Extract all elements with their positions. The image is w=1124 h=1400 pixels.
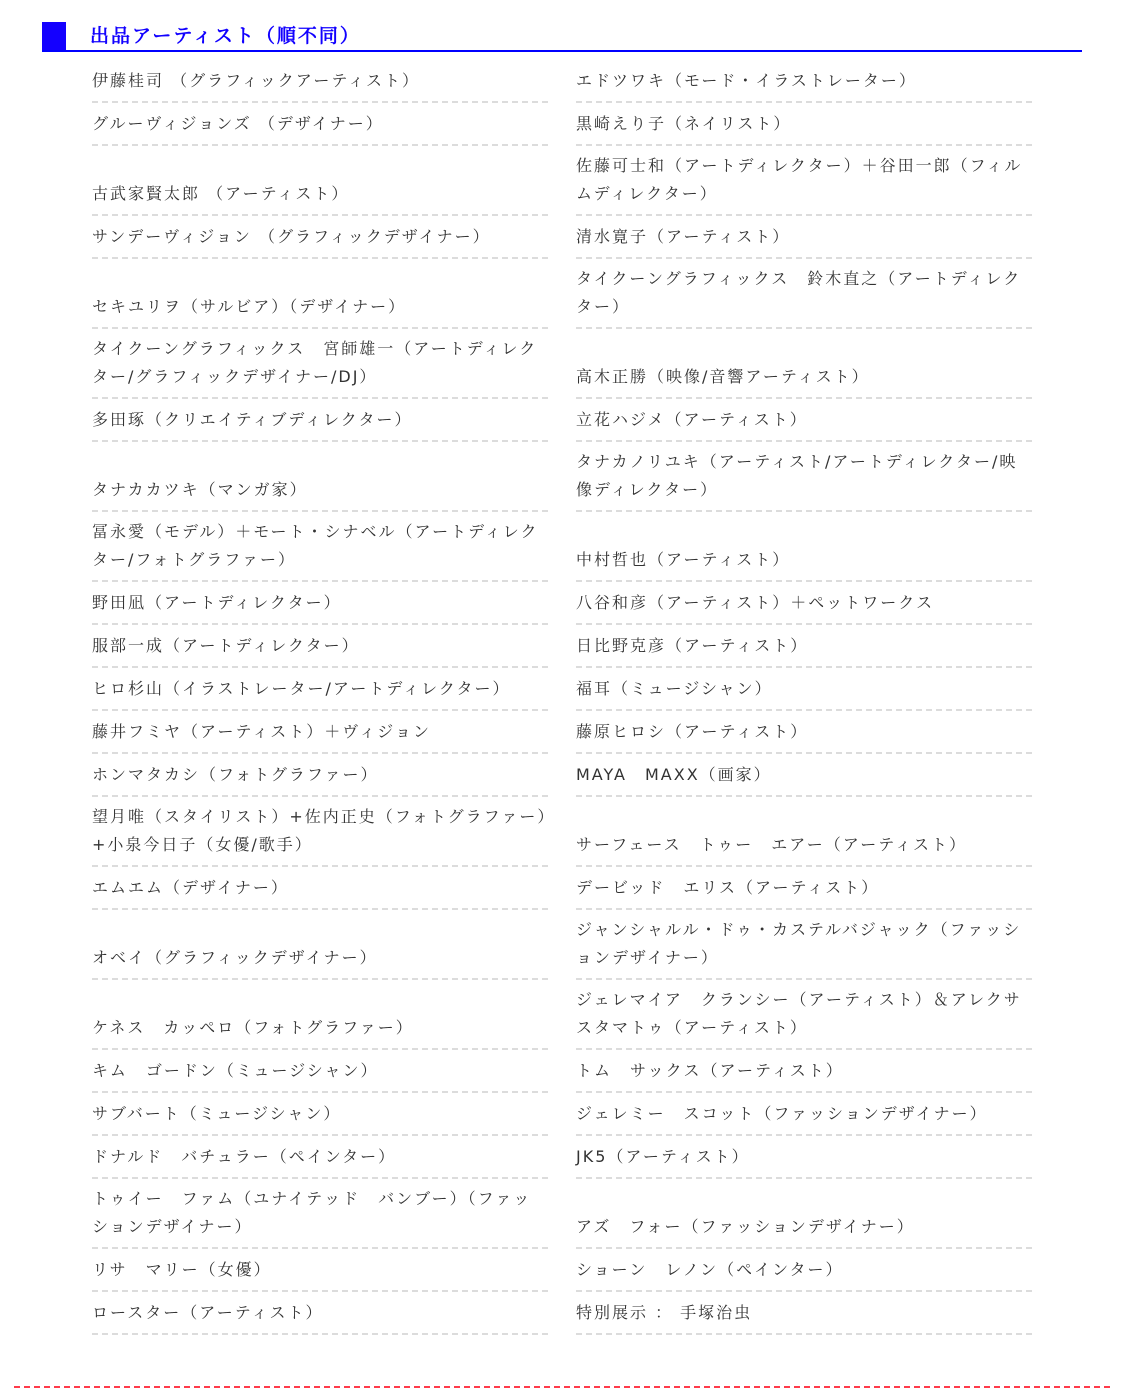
artist-item-left — [92, 625, 548, 668]
artist-name: 古武家賢太郎 （アーティスト） — [92, 184, 350, 203]
artist-item-right — [576, 146, 1032, 216]
artist-item-left — [92, 980, 548, 1050]
artist-name: JK5（アーティスト） — [576, 1147, 750, 1166]
artist-name: 特別展示 ： 手塚治虫 — [576, 1303, 753, 1322]
artist-name: セキユリヲ（サルビア）（デザイナー） — [92, 297, 407, 316]
section-header — [42, 20, 1082, 52]
artist-name: グルーヴィジョンズ （デザイナー） — [92, 114, 384, 133]
artist-name: タイクーングラフィックス 鈴木直之（アートディレクター） — [576, 269, 1022, 316]
artist-item-right — [576, 867, 1032, 910]
artist-item-left — [92, 146, 548, 216]
artist-item-right — [576, 1249, 1032, 1292]
artist-name: リサ マリー（女優） — [92, 1260, 272, 1279]
artist-item-right — [576, 797, 1032, 867]
artist-name: ケネス カッペロ（フォトグラファー） — [92, 1018, 414, 1037]
artist-item-left — [92, 1136, 548, 1179]
artist-item-right — [576, 1093, 1032, 1136]
artist-item-left — [92, 668, 548, 711]
artist-item-right — [576, 442, 1032, 512]
artist-name: タナカカツキ（マンガ家） — [92, 480, 308, 499]
artist-item-left — [92, 329, 548, 399]
artist-name: 八谷和彦（アーティスト）＋ペットワークス — [576, 593, 935, 612]
footer-divider — [14, 1386, 1110, 1388]
artist-name: タナカノリユキ（アーティスト/アートディレクター/映像ディレクター） — [576, 452, 1018, 499]
artist-item-left — [92, 216, 548, 259]
header-marker — [42, 22, 66, 50]
artist-name: オベイ（グラフィックデザイナー） — [92, 948, 378, 967]
artist-item-right — [576, 1136, 1032, 1179]
artist-name: 望月唯（スタイリスト）+佐内正史（フォトグラファー）+小泉今日子（女優/歌手） — [92, 807, 548, 854]
artist-name: 中村哲也（アーティスト） — [576, 550, 791, 569]
artist-item-right — [576, 625, 1032, 668]
artist-name: 佐藤可士和（アートディレクター）＋谷田一郎（フィルムディレクター） — [576, 156, 1023, 203]
artist-item-left — [92, 259, 548, 329]
artist-item-right — [576, 259, 1032, 329]
artist-item-right — [576, 1292, 1032, 1335]
artist-item-right — [576, 399, 1032, 442]
artist-item-left — [92, 1050, 548, 1093]
artist-name: 日比野克彦（アーティスト） — [576, 636, 809, 655]
artist-name: 野田凪（アートディレクター） — [92, 593, 342, 612]
artist-name: ヒロ杉山（イラストレーター/アートディレクター） — [92, 679, 511, 698]
artist-item-right — [576, 754, 1032, 797]
artist-list — [92, 60, 1032, 1335]
artist-item-left — [92, 754, 548, 797]
artist-item-right — [576, 668, 1032, 711]
artist-item-left — [92, 399, 548, 442]
artist-name: サーフェース トゥー エアー（アーティスト） — [576, 835, 967, 854]
artist-name: ジャンシャルル・ドゥ・カステルバジャック（ファッションデザイナー） — [576, 920, 1022, 967]
artist-name: ドナルド バチュラー（ペインター） — [92, 1147, 397, 1166]
artist-item-right — [576, 60, 1032, 103]
artist-name: 冨永愛（モデル）＋モート・シナベル（アートディレクター/フォトグラファー） — [92, 522, 539, 569]
artist-name: デービッド エリス（アーティスト） — [576, 878, 880, 897]
artist-name: 清水寛子（アーティスト） — [576, 227, 791, 246]
artist-name: 福耳（ミュージシャン） — [576, 679, 773, 698]
artist-item-left — [92, 582, 548, 625]
artist-item-right — [576, 711, 1032, 754]
artist-item-left — [92, 867, 548, 910]
artist-name: 多田琢（クリエイティブディレクター） — [92, 410, 413, 429]
artist-item-left — [92, 60, 548, 103]
artist-item-left — [92, 1249, 548, 1292]
artist-item-right — [576, 216, 1032, 259]
artist-item-right — [576, 910, 1032, 980]
artist-name: ジェレミー スコット（ファッションデザイナー） — [576, 1104, 988, 1123]
artist-name: 伊藤桂司 （グラフィックアーティスト） — [92, 71, 421, 90]
artist-item-left — [92, 442, 548, 512]
artist-name: 藤井フミヤ（アーティスト）＋ヴィジョン — [92, 722, 431, 741]
artist-item-left — [92, 711, 548, 754]
artist-name: サンデーヴィジョン （グラフィックデザイナー） — [92, 227, 491, 246]
artist-item-right — [576, 980, 1032, 1050]
artist-name: ショーン レノン（ペインター） — [576, 1260, 844, 1279]
artist-name: エドツワキ（モード・イラストレーター） — [576, 71, 917, 90]
artist-name: トム サックス（アーティスト） — [576, 1061, 844, 1080]
artist-item-right — [576, 512, 1032, 582]
artist-item-right — [576, 103, 1032, 146]
artist-item-left — [92, 1179, 548, 1249]
artist-name: 立花ハジメ（アーティスト） — [576, 410, 808, 429]
artist-name: 服部一成（アートディレクター） — [92, 636, 360, 655]
artist-name: ホンマタカシ（フォトグラファー） — [92, 765, 379, 784]
artist-name: エムエム（デザイナー） — [92, 878, 289, 897]
section-title: 出品アーティスト（順不同） — [90, 25, 361, 47]
artist-name: アズ フォー（ファッションデザイナー） — [576, 1217, 915, 1236]
artist-name: ロースター（アーティスト） — [92, 1303, 324, 1322]
artist-item-left — [92, 512, 548, 582]
artist-name: タイクーングラフィックス 宮師雄一（アートディレクター/グラフィックデザイナー/DJ） — [92, 339, 538, 386]
artist-name: 藤原ヒロシ（アーティスト） — [576, 722, 809, 741]
artist-name: キム ゴードン（ミュージシャン） — [92, 1061, 379, 1080]
artist-item-left — [92, 797, 548, 867]
artist-item-left — [92, 910, 548, 980]
artist-item-left — [92, 1093, 548, 1136]
artist-name: トゥイー ファム（ユナイテッド バンブー）（ファッションデザイナー） — [92, 1189, 532, 1236]
artist-name: 黒崎えり子（ネイリスト） — [576, 114, 792, 133]
artist-name: MAYA MAXX（画家） — [576, 765, 772, 784]
artist-name: ジェレマイア クランシー（アーティスト）＆アレクサスタマトゥ（アーティスト） — [576, 990, 1022, 1037]
artist-item-left — [92, 1292, 548, 1335]
artist-item-left — [92, 103, 548, 146]
artist-item-right — [576, 582, 1032, 625]
artist-item-right — [576, 1179, 1032, 1249]
artist-item-right — [576, 329, 1032, 399]
artist-name: 高木正勝（映像/音響アーティスト） — [576, 367, 870, 386]
artist-item-right — [576, 1050, 1032, 1093]
artist-name: サブバート（ミュージシャン） — [92, 1104, 342, 1123]
